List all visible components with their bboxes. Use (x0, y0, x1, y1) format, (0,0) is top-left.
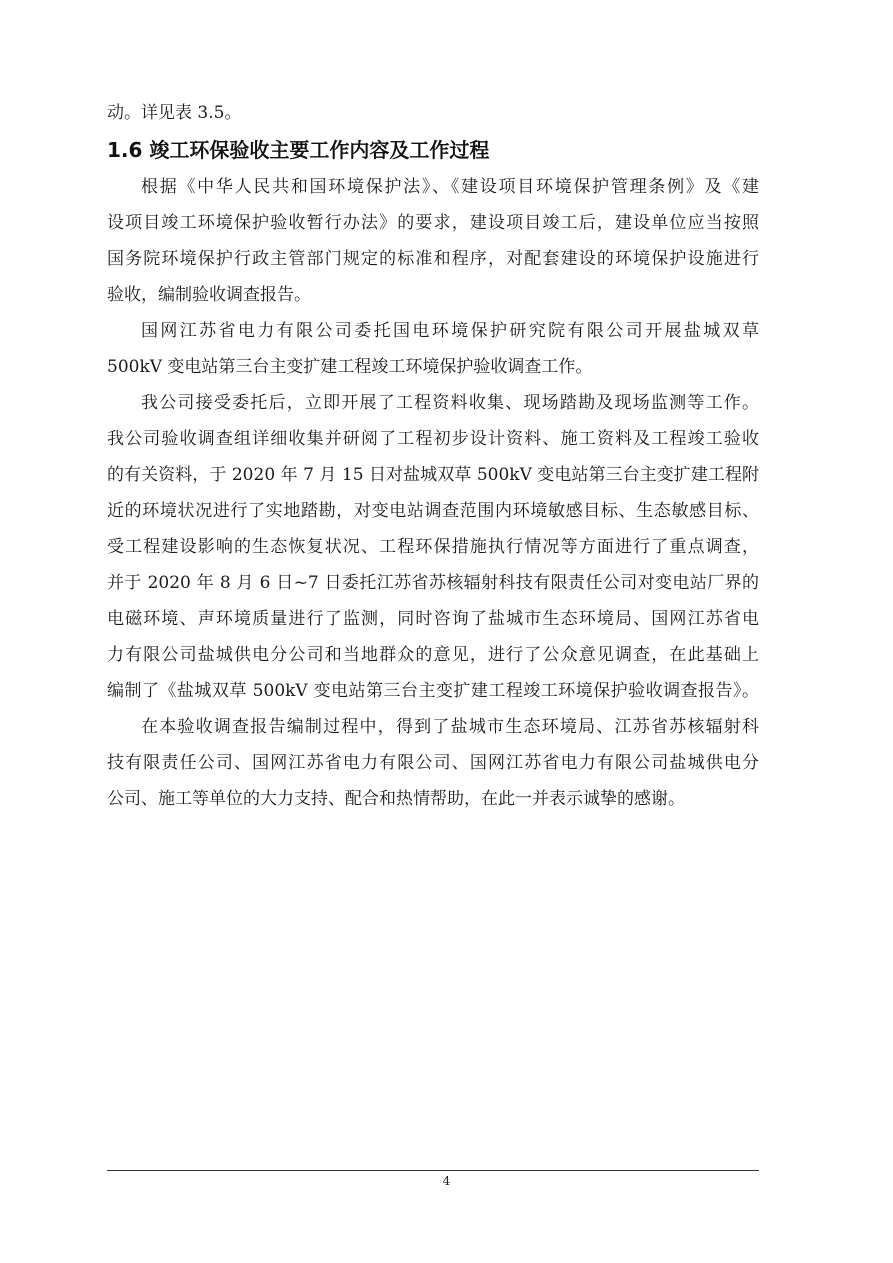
paragraph-line: 电磁环境、声环境质量进行了监测，同时咨询了盐城市生态环境局、国网江苏省电 (107, 609, 759, 629)
paragraph-acknowledgement (107, 717, 759, 809)
paragraph-line: 国务院环境保护行政主管部门规定的标准和程序，对配套建设的环境保护设施进行 (107, 249, 759, 269)
paragraph-line: 技有限责任公司、国网江苏省电力有限公司、国网江苏省电力有限公司盐城供电分 (107, 753, 759, 773)
section-heading: 1.6 竣工环保验收主要工作内容及工作过程 (107, 138, 490, 162)
paragraph-legal-basis (107, 177, 759, 305)
paragraph-line: 编制了《盐城双草 500kV 变电站第三台主变扩建工程竣工环境保护验收调查报告》。 (107, 681, 759, 701)
paragraph-line: 力有限公司盐城供电分公司和当地群众的意见，进行了公众意见调查，在此基础上 (107, 645, 759, 665)
paragraph-line: 国网江苏省电力有限公司委托国电环境保护研究院有限公司开展盐城双草 (141, 321, 759, 341)
paragraph-line: 的有关资料，于 2020 年 7 月 15 日对盐城双草 500kV 变电站第三台主变扩建工程附 (107, 465, 759, 485)
paragraph-line: 公司、施工等单位的大力支持、配合和热情帮助，在此一并表示诚挚的感谢。 (107, 789, 685, 809)
paragraph-line: 近的环境状况进行了实地踏勘，对变电站调查范围内环境敏感目标、生态敏感目标、 (107, 501, 759, 521)
paragraph-line: 并于 2020 年 8 月 6 日~7 日委托江苏省苏核辐射科技有限责任公司对变电站厂界的 (107, 573, 759, 593)
page-number: 4 (442, 1174, 451, 1188)
paragraph-line: 设项目竣工环境保护验收暂行办法》的要求，建设项目竣工后，建设单位应当按照 (107, 213, 759, 233)
paragraph-work-process (107, 393, 759, 701)
paragraph-line: 根据《中华人民共和国环境保护法》、《建设项目环境保护管理条例》及《建 (141, 177, 759, 197)
paragraph-line: 验收，编制验收调查报告。 (107, 285, 311, 305)
footer-divider (107, 1170, 759, 1171)
page-body (107, 103, 759, 825)
paragraph-line: 在本验收调查报告编制过程中，得到了盐城市生态环境局、江苏省苏核辐射科 (141, 717, 759, 737)
carry-over-line: 动。详见表 3.5。 (107, 103, 242, 123)
paragraph-line: 我公司接受委托后，立即开展了工程资料收集、现场踏勘及现场监测等工作。 (141, 393, 759, 413)
paragraph-commission (107, 321, 759, 377)
paragraph-line: 我公司验收调查组详细收集并研阅了工程初步设计资料、施工资料及工程竣工验收 (107, 429, 759, 449)
paragraph-line: 受工程建设影响的生态恢复状况、工程环保措施执行情况等方面进行了重点调查， (107, 537, 759, 557)
paragraph-line: 500kV 变电站第三台主变扩建工程竣工环境保护验收调查工作。 (107, 357, 593, 377)
